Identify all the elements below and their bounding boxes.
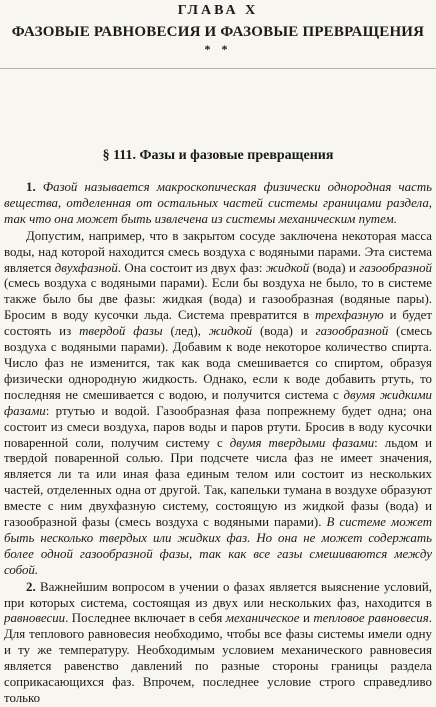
chapter-ornament: * * [204,42,232,56]
text-run: Допустим, например, что в закрытом сосуде заключена некоторая масса воды, над которой находится смесь воздуха с водяными парами. Эта система является [4,228,432,275]
italic-text: двухфазной [54,260,118,275]
text-run: . Она состоит из двух фаз: [117,260,266,275]
italic-text: В системе может быть несколько твердых или жидких фаз. Но она не может содержать более одной газообразной фазы, так как все газы смешиваются между собой. [4,515,433,577]
text-run: . Для теплового равновесия необходимо, чтобы все фазы системы имели одну и ту же температуру. Необходимым условием механического равновесия является равенство давлений по разные стороны границы раздела соприкасающихся фаз. Впрочем, последнее условие строго справедливо только [4,611,432,705]
italic-text: двумя твердыми фазами [229,435,375,450]
italic-text: трехфазную [315,308,384,323]
italic-text: равновесии [4,611,66,626]
paragraph [4,580,432,707]
italic-text: механическое [225,611,300,626]
body-text [0,180,436,707]
text-run: (вода) и [252,324,316,339]
italic-text: Фазой называется макроскопическая физически однородная часть вещества, отделенная от остальных частей системы границами раздела, так что она может быть извлечена из системы механическим путем. [4,180,433,226]
italic-text: двумя жидкими фазами [4,387,433,418]
header-divider [0,68,436,69]
text-run: : ртутью и водой. Газообразная фаза попрежнему будет одна; она состоит из смеси воздуха, паров воды и паров ртути. Бросив в воду кусочки поваренной соли, получим систему с [4,403,432,450]
italic-text: газообразной [315,324,389,339]
paragraph [4,229,432,579]
text-run: (вода) и [309,260,360,275]
text-run: : льдом и твердой поваренной солью. При подсчете числа фаз не имеет значения, является ли та или иная фаза единым телом или состоит из нескольких частей, отделенных одна от другой. Так, капельки тумана в воздухе образуют вместе с ним двухфазную систему, состоящую из жидкой фазы (вода) и газообразной фазы (смесь воздуха с водяными парами). [4,435,432,530]
paragraph-number: 1. [26,180,43,194]
italic-text: жидкой [208,324,253,339]
italic-text: твердой фазы [79,324,163,339]
section-title: § 111. Фазы и фазовые превращения [102,148,334,163]
text-run: Важнейшим вопросом в учении о фазах является выяснение условий, при которых система, состоящая из двух или нескольких фаз, находится в [4,579,432,610]
italic-text: тепловое равновесия [313,611,429,626]
text-run: (смесь воздуха с водяными парами). Добавим к воде некоторое количество спирта. Число фаз не изменится, так как вода смешивается со спиртом, образуя физически однородную жидкость. Однако, если к воде добавить ртуть, то последняя не смешивается с водою, и получится система с [4,324,432,402]
text-run: (лед), [162,324,209,339]
paragraph-number: 2. [26,579,40,594]
italic-text: газообразной [359,260,432,275]
paragraph [4,180,432,228]
chapter-label: ГЛАВА X [177,3,259,18]
text-run: и будет состоять из [4,308,432,339]
italic-text: жидкой [265,260,310,275]
chapter-title: ФАЗОВЫЕ РАВНОВЕСИЯ И ФАЗОВЫЕ ПРЕВРАЩЕНИЯ [11,24,425,40]
text-run: и [299,611,314,626]
text-run: (смесь воздуха с водяными парами). Если бы воздуха не было, то в системе также было бы две фазы: жидкая (вода) и газообразная (водяные пары). Бросим в воду кусочки льда. Система превратится в [4,276,432,323]
text-run: . Последнее включает в себя [65,611,226,626]
